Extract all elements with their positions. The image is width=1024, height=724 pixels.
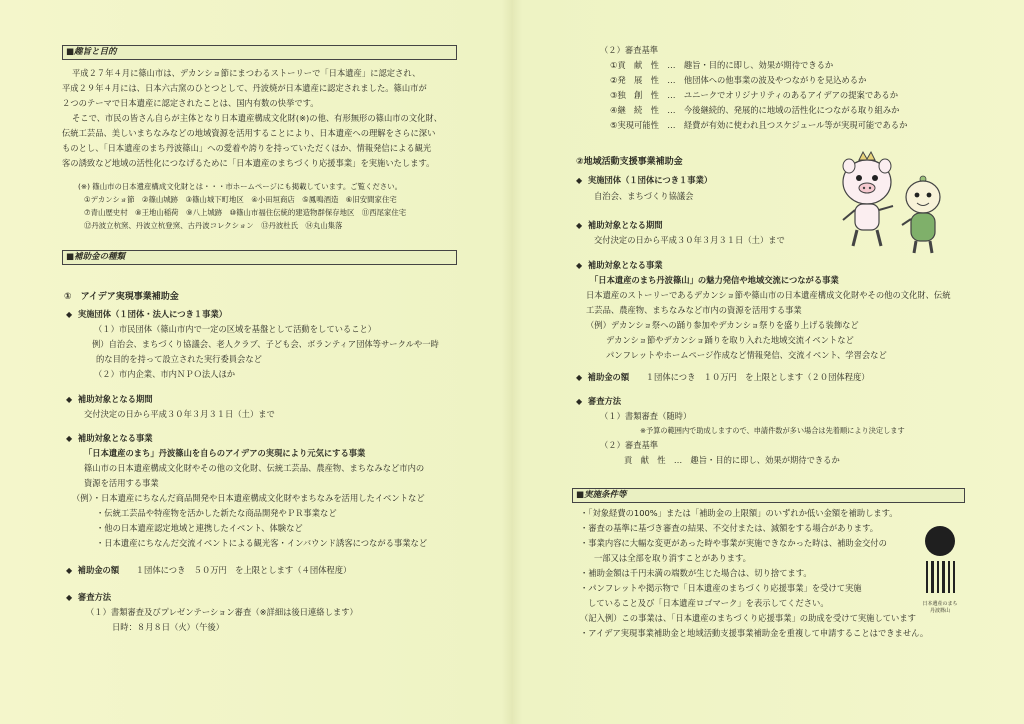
criteria-name: ④継 続 性 [610,105,659,115]
example-line: ・伝統工芸品や特産物を活かした新たな商品開発やＰＲ事業など [96,508,337,518]
criteria-row [610,103,899,118]
amount-text: １団体につき １０万円 を上限とします（２０団体程度） [645,372,870,382]
entity-label-row [66,307,227,323]
entity-line: 的な目的を持って設立された実行委員会など [96,354,262,364]
amount-label: 補助金の額 [77,565,120,575]
amount-row [576,370,870,386]
criteria-row [610,58,833,73]
criteria-name: ②発 展 性 [610,75,659,85]
diamond-bullet-icon: ◆ [576,397,583,406]
diamond-bullet-icon: ◆ [66,395,73,404]
entity-line: 例）自治会、まちづくり協議会、老人クラブ、子ども会、ボランティア団体等サークルや一時 [92,339,439,349]
criteria-desc: 経費が有効に使われ且つスケジュール等が実現可能であるか [683,120,908,130]
purpose-para-line: ２つのテーマで日本遺産に認定されたことは、国内有数の快挙です。 [62,98,319,108]
project-line: （例）デカンショ祭への踊り参加やデカンショ祭りを盛り上げる装飾など [586,320,859,330]
diamond-bullet-icon: ◆ [576,176,583,185]
note-line: (※) 篠山市の日本遺産構成文化財とは・・・市ホームページにも掲載しています。ご覧ください。 [78,182,402,191]
entity-line: （２）市内企業、市内ＮＰＯ法人ほか [94,369,236,379]
criteria-sep: … [667,105,676,115]
review-label: 審査方法 [77,592,112,602]
period-label-row [576,218,663,234]
project-line: 資源を活用する事業 [84,478,159,488]
period-label: 補助対象となる期間 [587,220,663,230]
condition-line: 一部又は全部を取り消すことがあります。 [594,553,751,563]
logo-seal [922,525,958,620]
period-text: 交付決定の日から平成３０年３月３１日（土）まで [84,409,275,419]
criteria-desc: 他団体への他事業の波及やつながりを見込めるか [683,75,867,85]
purpose-para-line: 平成２７年４月に篠山市は、デカンショ節にまつわるストーリーで「日本遺産」に認定され、 [72,68,421,78]
criteria-row [610,118,907,133]
criteria-name: ①貢 献 性 [610,60,659,70]
entity-text: 自治会、まちづくり協議会 [594,191,694,201]
review-line: 日時：８月８日（火）（午後） [112,622,225,632]
example-line: ・他の日本遺産認定地域と連携したイベント、体験など [96,523,303,533]
project-line: 篠山市の日本遺産構成文化財やその他の文化財、伝統工芸品、農産物、まちなみなど市内の [84,463,425,473]
criteria-title: （２）審査基準 [600,45,659,55]
criteria-desc: ユニークでオリジナリティのあるアイデアの提案であるか [683,90,899,100]
condition-line: ・「対象経費の100%」または「補助金の上限額」のいずれか低い金額を補助します。 [580,508,898,518]
project-bold-text: 「日本遺産のまち」丹波篠山を自らのアイデアの実現により元気にする事業 [84,448,366,458]
diamond-bullet-icon: ◆ [66,593,73,602]
criteria-sep: … [667,120,676,130]
condition-line: ・パンフレットや掲示物で「日本遺産のまちづくり応援事業」を受けて実施 [580,583,862,593]
criteria-desc: 趣旨・目的に即し、効果が期待できるか [683,60,834,70]
entity-label: 実施団体（１団体・法人につき１事業） [77,309,228,319]
seal-text: 日本遺産のまち [922,601,958,607]
condition-line: ・審査の基準に基づき審査の結果、不交付または、減額をする場合があります。 [580,523,879,533]
diamond-bullet-icon: ◆ [576,221,583,230]
criteria-desc: 趣旨・目的に即し、効果が期待できるか [690,455,840,465]
review-line: （２）審査基準 [600,440,659,450]
example-line: ・日本遺産にちなんだ交流イベントによる観光客・インバウンド誘客につながる事業など [96,538,428,548]
condition-line: （記入例）この事業は、「日本遺産のまちづくり応援事業」の助成を受けて実施しています [580,613,916,623]
criteria-desc: 今後継続的、発展的に地域の活性化につながる取り組みか [683,105,900,115]
diamond-bullet-icon: ◆ [576,261,583,270]
community-subsidy-title: ②地域活動支援事業補助金 [576,157,683,167]
project-line: 日本遺産のストーリーであるデカンショ節や篠山市の日本遺産構成文化財やその他の文化財、伝統 [586,290,951,300]
amount-text: １団体につき ５０万円 を上限とします（４団体程度） [135,565,352,575]
right-column [572,0,972,724]
criteria-name: 貢 献 性 [624,455,666,465]
section-heading-conditions: ■実施条件等 [572,488,965,503]
review-label-row [66,590,111,606]
purpose-para-line: そこで、市民の皆さん自らが主体となり日本遺産構成文化財(※)の他、有形無形の篠山市の文化財、 [72,113,443,123]
seal-text: 丹波篠山 [929,608,950,614]
seal-caption [922,601,958,615]
pig-mascot-icon [835,150,899,250]
purpose-para-line: 平成２９年４月には、日本六古窯のひとつとして、丹波焼が日本遺産に認定されました。篠山市が [62,83,427,93]
review-label: 審査方法 [587,396,622,406]
condition-line: していること及び「日本遺産ロゴマーク」を表示してください。 [588,598,829,608]
project-line: パンフレットやホームページ作成など情報発信、交流イベント、学習会など [606,350,887,360]
idea-subsidy-title: ① アイデア実現事業補助金 [64,292,179,302]
purpose-para-line: 伝統工芸品、美しいまちなみなどの地域資源を活用することにより、日本遺産への理解をさらに深い [62,128,436,138]
condition-line: ・事業内容に大幅な変更があった時や事業が実施できなかった時は、補助金交付の [580,538,887,548]
review-line: （１）書類審査（随時） [600,411,692,421]
diamond-bullet-icon: ◆ [66,566,73,575]
criteria-row [624,453,840,468]
project-bold-text: 「日本遺産のまち丹波篠山」の魅力発信や地域交流につながる事業 [590,275,839,285]
purpose-para-line: ものとし、「日本遺産のまち丹波篠山」への愛着や誇りを持っていただくほか、情報発信による観光 [62,143,432,153]
diamond-bullet-icon: ◆ [66,310,73,319]
criteria-row [610,88,898,103]
section-heading-purpose: ■趣旨と目的 [62,45,457,60]
project-label: 補助対象となる事業 [77,433,153,443]
entity-label-row [576,173,712,189]
period-text: 交付決定の日から平成３０年３月３１日（土）まで [594,235,785,245]
logo-seal-icon [922,525,958,597]
amount-label: 補助金の額 [587,372,630,382]
cow-mascot-icon [898,175,948,255]
example-line: （例）・日本遺産にちなんだ商品開発や日本遺産構成文化財やまちなみを活用したイベントなど [72,493,425,503]
criteria-sep: … [667,60,676,70]
project-label-row [66,431,153,447]
review-note: ※予算の範囲内で助成しますので、申請件数が多い場合は先着順により決定します [640,426,905,435]
review-label-row [576,394,621,410]
criteria-name: ⑤実現可能性 [610,120,659,130]
project-line: デカンショ節やデカンショ踊りを取り入れた地域交流イベントなど [606,335,854,345]
entity-line: （１）市民団体（篠山市内で一定の区域を基盤として活動をしていること） [94,324,377,334]
period-label: 補助対象となる期間 [77,394,153,404]
review-line: （１）書類審査及びプレゼンテーション審査（※詳細は後日連絡します） [86,607,358,617]
period-label-row [66,392,153,408]
entity-label: 実施団体（１団体につき１事業） [587,175,713,185]
criteria-row [610,73,866,88]
diamond-bullet-icon: ◆ [66,434,73,443]
purpose-para-line: 客の誘致など地域の活性化につなげるために「日本遺産のまちづくり応援事業」を実施いたします。 [62,158,435,168]
project-label-row [576,258,663,274]
criteria-name: ③独 創 性 [610,90,659,100]
project-line: 工芸品、農産物、まちなみなど市内の資源を活用する事業 [586,305,802,315]
condition-line: ・補助金額は千円未満の端数が生じた場合は、切り捨てます。 [580,568,812,578]
section-heading-types: ■補助金の種類 [62,250,457,265]
note-line: ⑫丹波立杭窯、丹波立杭登窯、古丹波コレクション ⑬丹波杜氏 ⑭丸山集落 [84,221,343,230]
criteria-sep: … [667,75,676,85]
condition-line: ・アイデア実現事業補助金と地域活動支援事業補助金を重複して申請することはできません。 [580,628,929,638]
criteria-sep: … [673,455,683,465]
diamond-bullet-icon: ◆ [576,373,583,382]
amount-row [66,563,351,579]
left-column [62,0,462,724]
project-label: 補助対象となる事業 [587,260,663,270]
note-line: ①デカンショ節 ②篠山城跡 ③篠山城下町地区 ④小田垣商店 ⑤鳳鳴酒造 ⑥旧安間家住宅 [84,195,397,204]
criteria-sep: … [667,90,676,100]
note-line: ⑦青山歴史村 ⑧王地山稲荷 ⑨八上城跡 ⑩篠山市福住伝統的建造物群保存地区 ⑪西尾家住宅 [84,208,407,217]
